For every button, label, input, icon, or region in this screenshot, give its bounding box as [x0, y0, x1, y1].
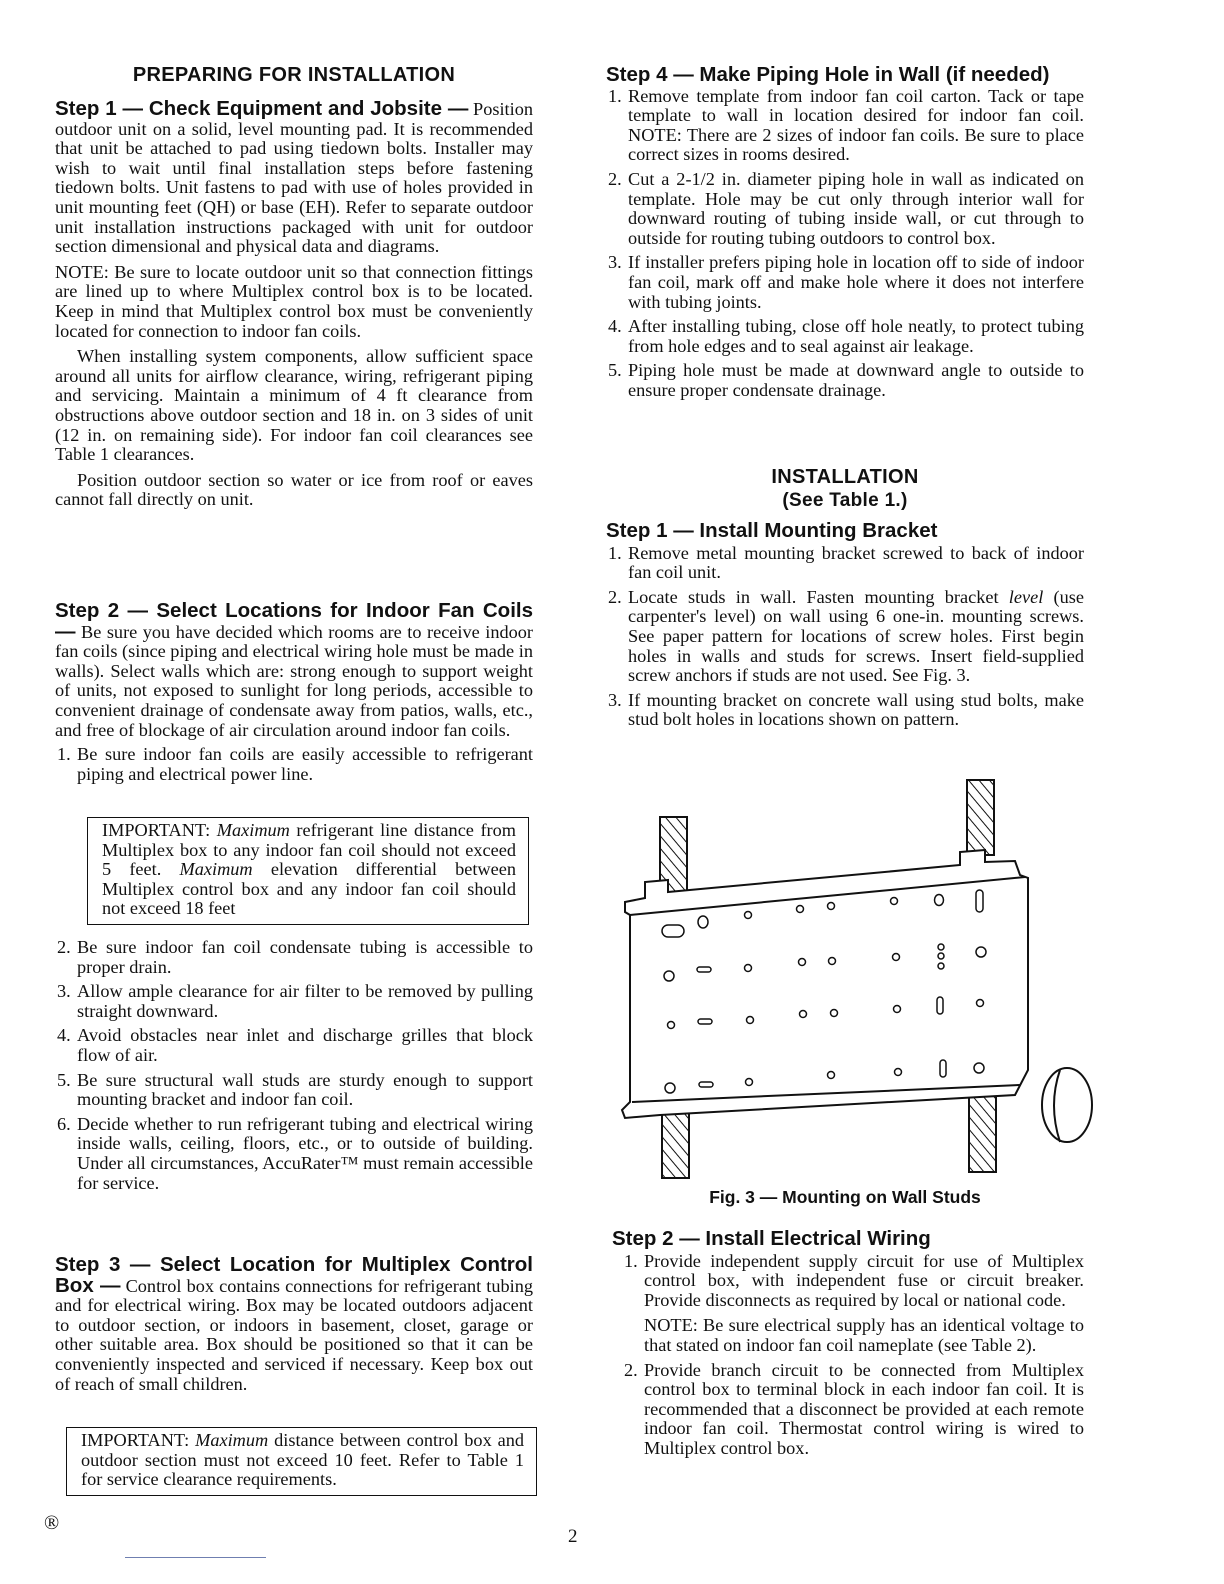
step-heading: Step 3 — Select Location for Multiplex Control Box — — [55, 1253, 533, 1297]
step-heading: Step 4 — Make Piping Hole in Wall (if needed) — [606, 63, 1050, 86]
mounting-bracket — [622, 850, 1028, 1118]
list-item — [606, 544, 1084, 583]
item-number: 1. — [608, 542, 622, 563]
item-number: 1. — [608, 85, 622, 106]
step-heading: Step 1 — Install Mounting Bracket — [606, 519, 938, 542]
emphasis: Maximum — [216, 820, 290, 840]
step2-select-locations — [55, 601, 533, 789]
item-text: Be sure structural wall studs are sturdy enough to support mounting bracket and indoor fan coil. — [77, 1069, 533, 1110]
item-text: Remove template from indoor fan coil carton. Tack or tape template to wall in location desired for indoor fan coil. NOTE: There are 2 sizes of indoor fan coils. Be sure to place correct sizes in rooms desired. — [628, 85, 1084, 165]
item-text: Remove metal mounting bracket screwed to back of indoor fan coil unit. — [628, 542, 1084, 583]
list-item — [55, 745, 533, 784]
list-item — [606, 361, 1084, 400]
footer-rule — [125, 1557, 266, 1558]
list-item — [55, 938, 533, 977]
step2-electrical-wiring — [606, 1229, 1084, 1464]
step1-mounting-bracket — [606, 521, 1084, 735]
item-text: Allow ample clearance for air filter to be removed by pulling straight downward. — [77, 981, 533, 1021]
item-number: 2. — [608, 586, 622, 607]
list-item — [55, 1026, 533, 1065]
list-item — [622, 1361, 1084, 1459]
section-title-preparing: PREPARING FOR INSTALLATION — [132, 64, 456, 86]
paragraph: Position outdoor section so water or ice from roof or eaves cannot fall directly on unit. — [55, 469, 533, 510]
step2-list — [55, 938, 533, 1198]
list-item — [606, 691, 1084, 730]
paragraph: When installing system components, allow sufficient space around all units for airflow clearance, wiring, refrigerant piping and servicing. Maintain a minimum of 4 ft clearance from obstructions above outdoor section and 18 in. on 3 sides of unit (12 in. on remaining side). For indoor fan coil clearances see Table 1 clearances. — [55, 346, 533, 465]
item-text: (use carpenter's level) on wall using 6 one-in. mounting screws. See paper pattern for locations of screw holes. First begin holes in walls and studs for screws. Insert field-supplied screw anchors if studs are not used. See Fig. 3. — [628, 586, 1084, 686]
important-box-refrigerant — [87, 817, 529, 925]
paragraph: Position outdoor unit on a solid, level mounting pad. It is recommended that unit be attached to pad using tiedown bolts. Installer may wish to wait until final installation steps before fastening tiedown bolts. Unit fastens to pad with use of holes provided in unit mounting feet (QH) or base (EH). Refer to separate outdoor unit installation instructions packaged with unit for outdoor section dimensional and physical data and diagrams. — [55, 99, 533, 257]
step-heading: Step 2 — Install Electrical Wiring — [612, 1227, 931, 1250]
list-item — [606, 253, 1084, 312]
important-text: refrigerant line distance from Multiplex box to any indoor fan coil should not exceed 5 feet. — [102, 820, 516, 880]
list-item — [622, 1252, 1084, 1356]
item-number: 6. — [57, 1113, 71, 1134]
step3-control-box — [55, 1255, 533, 1394]
paragraph: Be sure you have decided which rooms are to receive indoor fan coils (since piping and electrical wiring hole must be made in walls). Select walls which are: strong enough to support weight of units, not exposed to sunlight for long periods, accessible to convenient drainage of condensate away from patios, walls, etc., and free of blockage of air circulation around indoor fan coils. — [55, 621, 533, 740]
item-text: If installer prefers piping hole in location off to side of indoor fan coil, mark off and make hole where it does not interfere with tubing joints. — [628, 252, 1084, 312]
item-text: If mounting bracket on concrete wall using stud bolts, make stud bolt holes in locations shown on pattern. — [628, 689, 1084, 730]
item-text: Be sure indoor fan coil condensate tubing is accessible to proper drain. — [77, 937, 533, 977]
emphasis: level — [1008, 586, 1044, 607]
important-label: IMPORTANT: — [81, 1430, 196, 1450]
list-item — [55, 1115, 533, 1193]
paragraph: Control box contains connections for refrigerant tubing and for electrical wiring. Box may be located outdoors adjacent to outdoor section, or indoors in basement, closet, garage or other suitable area. Box should be positioned so that it can be conveniently inspected and serviced if necessary. Keep box out of reach of small children. — [55, 1275, 533, 1394]
item-text: Provide independent supply circuit for use of Multiplex control box, with independent fuse or circuit breaker. Provide disconnects as required by local or national code. — [644, 1250, 1084, 1310]
important-box-distance — [66, 1427, 537, 1496]
step-heading: Step 2 — Select Locations for Indoor Fan Coils — — [55, 599, 533, 643]
item-number: 3. — [608, 252, 622, 273]
item-text: Be sure indoor fan coils are easily accessible to refrigerant piping and electrical power line. — [77, 744, 533, 784]
item-number: 1. — [57, 744, 71, 765]
step4-piping-hole — [606, 65, 1084, 406]
section-title-installation: INSTALLATION — [771, 466, 919, 488]
item-number: 1. — [624, 1250, 638, 1271]
step1-check-equipment — [55, 99, 533, 510]
item-number: 3. — [608, 689, 622, 710]
section-subtitle: (See Table 1.) — [782, 490, 908, 511]
item-number: 2. — [57, 937, 71, 957]
list-item — [606, 317, 1084, 356]
note-paragraph: NOTE: Be sure to locate outdoor unit so that connection fittings are lined up to where Multiplex control box is to be located. Keep in mind that Multiplex control box must be conveniently located for connection to indoor fan coils. — [55, 261, 533, 341]
item-text: Avoid obstacles near inlet and discharge grilles that block flow of air. — [77, 1025, 533, 1065]
important-text: distance between control box and outdoor section must not exceed 10 feet. Refer to Table 1 for service clearance requirements. — [81, 1430, 524, 1490]
item-text: Decide whether to run refrigerant tubing and electrical wiring inside walls, ceiling, floors, etc., or to outside of building. Under all circumstances, AccuRater™ must remain accessible for service. — [77, 1113, 533, 1193]
item-text: Provide branch circuit to be connected from Multiplex control box to terminal block in each indoor fan coil. It is recommended that a disconnect be provided at each remote indoor fan coil. Thermostat control wiring is wired to Multiplex control box. — [644, 1359, 1084, 1458]
item-number: 2. — [608, 168, 622, 189]
item-number: 4. — [608, 316, 622, 337]
list-item — [55, 1071, 533, 1110]
pipe-hole-cover — [1042, 1068, 1092, 1142]
item-text: Cut a 2-1/2 in. diameter piping hole in wall as indicated on template. Hole may be cut only through interior wall for downward routing of tubing inside wall, or cut through to outside for routing tubing outdoors to control box. — [628, 168, 1084, 248]
step-heading: Step 1 — Check Equipment and Jobsite — — [55, 97, 469, 120]
item-text: Locate studs in wall. Fasten mounting bracket — [628, 586, 1009, 607]
item-number: 4. — [57, 1025, 71, 1046]
item-text: Piping hole must be made at downward angle to outside to ensure proper condensate drainage. — [628, 360, 1084, 400]
item-number: 5. — [57, 1069, 71, 1090]
item-number: 5. — [608, 360, 622, 381]
figure-caption: Fig. 3 — Mounting on Wall Studs — [709, 1187, 981, 1207]
emphasis: Maximum — [195, 1430, 269, 1450]
note-paragraph: NOTE: Be sure electrical supply has an identical voltage to that stated on indoor fan coil nameplate (see Table 2). — [644, 1315, 1084, 1355]
list-item — [606, 87, 1084, 165]
emphasis: Maximum — [179, 859, 253, 880]
list-item — [606, 170, 1084, 248]
mounting-bracket-figure — [600, 740, 1100, 1180]
item-number: 2. — [624, 1359, 638, 1380]
list-item — [606, 588, 1084, 686]
item-number: 3. — [57, 981, 71, 1002]
page-number: 2 — [568, 1526, 578, 1547]
list-item — [55, 982, 533, 1021]
important-text: elevation differential between Multiplex control box and any indoor fan coil should not exceed 18 feet — [102, 859, 516, 919]
registered-mark: ® — [44, 1512, 60, 1534]
item-text: After installing tubing, close off hole neatly, to protect tubing from hole edges and to seal against air leakage. — [628, 316, 1084, 356]
important-label: IMPORTANT: — [102, 820, 217, 840]
